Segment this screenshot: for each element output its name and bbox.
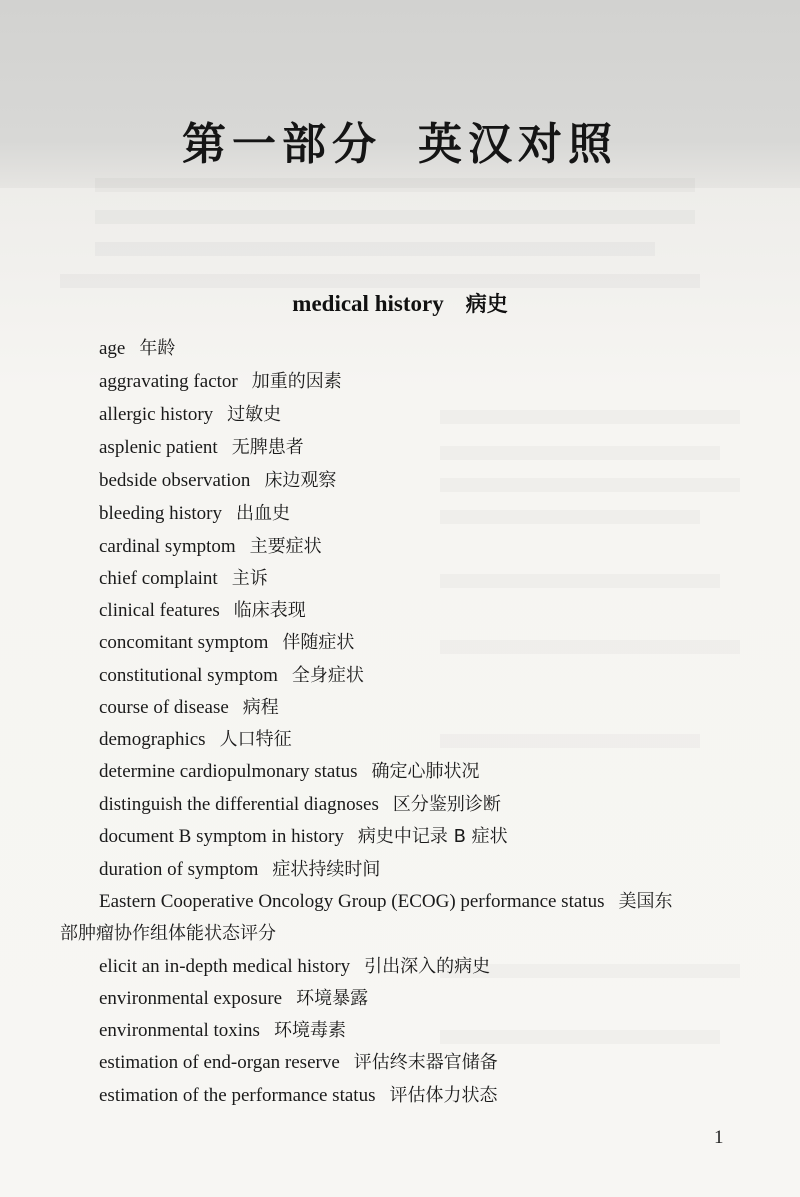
glossary-entry: [99, 401, 281, 428]
part-title-number: 第一部分: [182, 119, 382, 170]
entry-chinese: 年龄: [139, 338, 176, 359]
entry-english: asplenic patient: [99, 437, 218, 458]
entry-english: age: [99, 338, 126, 359]
part-title-text: 英汉对照: [418, 119, 618, 170]
glossary-entry: [99, 823, 508, 850]
entry-chinese: 环境暴露: [296, 988, 369, 1009]
entry-english: elicit an in-depth medical history: [99, 956, 351, 977]
glossary-entry: [99, 467, 336, 494]
entry-english: aggravating factor: [99, 371, 238, 392]
glossary-entry: [99, 662, 364, 689]
entry-english: allergic history: [99, 404, 214, 425]
glossary-entry: [99, 629, 354, 656]
glossary-entry: [99, 434, 304, 461]
glossary-entry: [99, 1049, 498, 1076]
entry-chinese: 无脾患者: [231, 437, 304, 458]
entry-chinese: 病程: [242, 697, 279, 718]
section-heading: [0, 288, 800, 318]
entry-english: demographics: [99, 729, 206, 750]
entry-chinese: 症状持续时间: [272, 859, 381, 880]
glossary-entry: [99, 985, 368, 1012]
entry-chinese: 确定心肺状况: [371, 761, 480, 782]
entry-chinese: 临床表现: [233, 600, 306, 621]
entry-chinese: 出血史: [235, 503, 290, 524]
entry-english: concomitant symptom: [99, 632, 269, 653]
entry-english: environmental toxins: [99, 1020, 260, 1041]
glossary-entry: [99, 533, 322, 560]
entry-chinese: 病史中记录 B 症状: [357, 826, 508, 847]
glossary-entry: [99, 500, 290, 527]
entry-chinese-continued: 部肿瘤协作组体能状态评分: [60, 923, 276, 944]
entry-english: bleeding history: [99, 503, 222, 524]
glossary-entry: [99, 888, 672, 915]
glossary-entry: [99, 1082, 497, 1109]
entry-chinese: 区分鉴别诊断: [392, 794, 501, 815]
entry-chinese: 评估终末器官储备: [353, 1052, 498, 1073]
glossary-entry: [99, 726, 292, 753]
part-title: [0, 108, 800, 172]
entry-chinese: 主要症状: [249, 536, 322, 557]
entry-english: estimation of the performance status: [99, 1085, 376, 1106]
glossary-entry: [99, 856, 380, 883]
entry-chinese: 引出深入的病史: [364, 956, 491, 977]
glossary-entry: [99, 791, 501, 818]
entry-english: determine cardiopulmonary status: [99, 761, 358, 782]
glossary-entry: [99, 335, 175, 362]
glossary-entry: [99, 953, 490, 980]
glossary-entry: [99, 565, 268, 592]
entry-english: bedside observation: [99, 470, 251, 491]
section-heading-english: medical history: [292, 291, 444, 316]
entry-chinese: 环境毒素: [273, 1020, 346, 1041]
entry-chinese: 过敏史: [227, 404, 282, 425]
entry-chinese: 美国东: [618, 891, 673, 912]
entry-english: estimation of end-organ reserve: [99, 1052, 340, 1073]
entry-english: duration of symptom: [99, 859, 259, 880]
entry-chinese: 全身症状: [291, 665, 364, 686]
entry-english: clinical features: [99, 600, 220, 621]
entry-chinese: 主诉: [231, 568, 268, 589]
entry-english: Eastern Cooperative Oncology Group (ECOG) performance status: [99, 891, 605, 912]
entry-chinese: 人口特征: [219, 729, 292, 750]
entry-chinese: 评估体力状态: [389, 1085, 498, 1106]
page-number: 1: [714, 1127, 724, 1148]
entry-english: chief complaint: [99, 568, 218, 589]
entry-english: constitutional symptom: [99, 665, 278, 686]
glossary-entry: [99, 368, 342, 395]
glossary-entry: [99, 758, 480, 785]
entry-english: document B symptom in history: [99, 826, 344, 847]
glossary-entry: [99, 1017, 346, 1044]
entry-english: distinguish the differential diagnoses: [99, 794, 379, 815]
entry-english: environmental exposure: [99, 988, 283, 1009]
entry-chinese: 床边观察: [264, 470, 337, 491]
glossary-entry: [99, 694, 279, 721]
section-heading-chinese: 病史: [465, 292, 508, 316]
entry-english: course of disease: [99, 697, 229, 718]
entry-chinese: 加重的因素: [251, 371, 342, 392]
entry-english: cardinal symptom: [99, 536, 236, 557]
glossary-entry: [99, 597, 306, 624]
entry-chinese: 伴随症状: [282, 632, 355, 653]
